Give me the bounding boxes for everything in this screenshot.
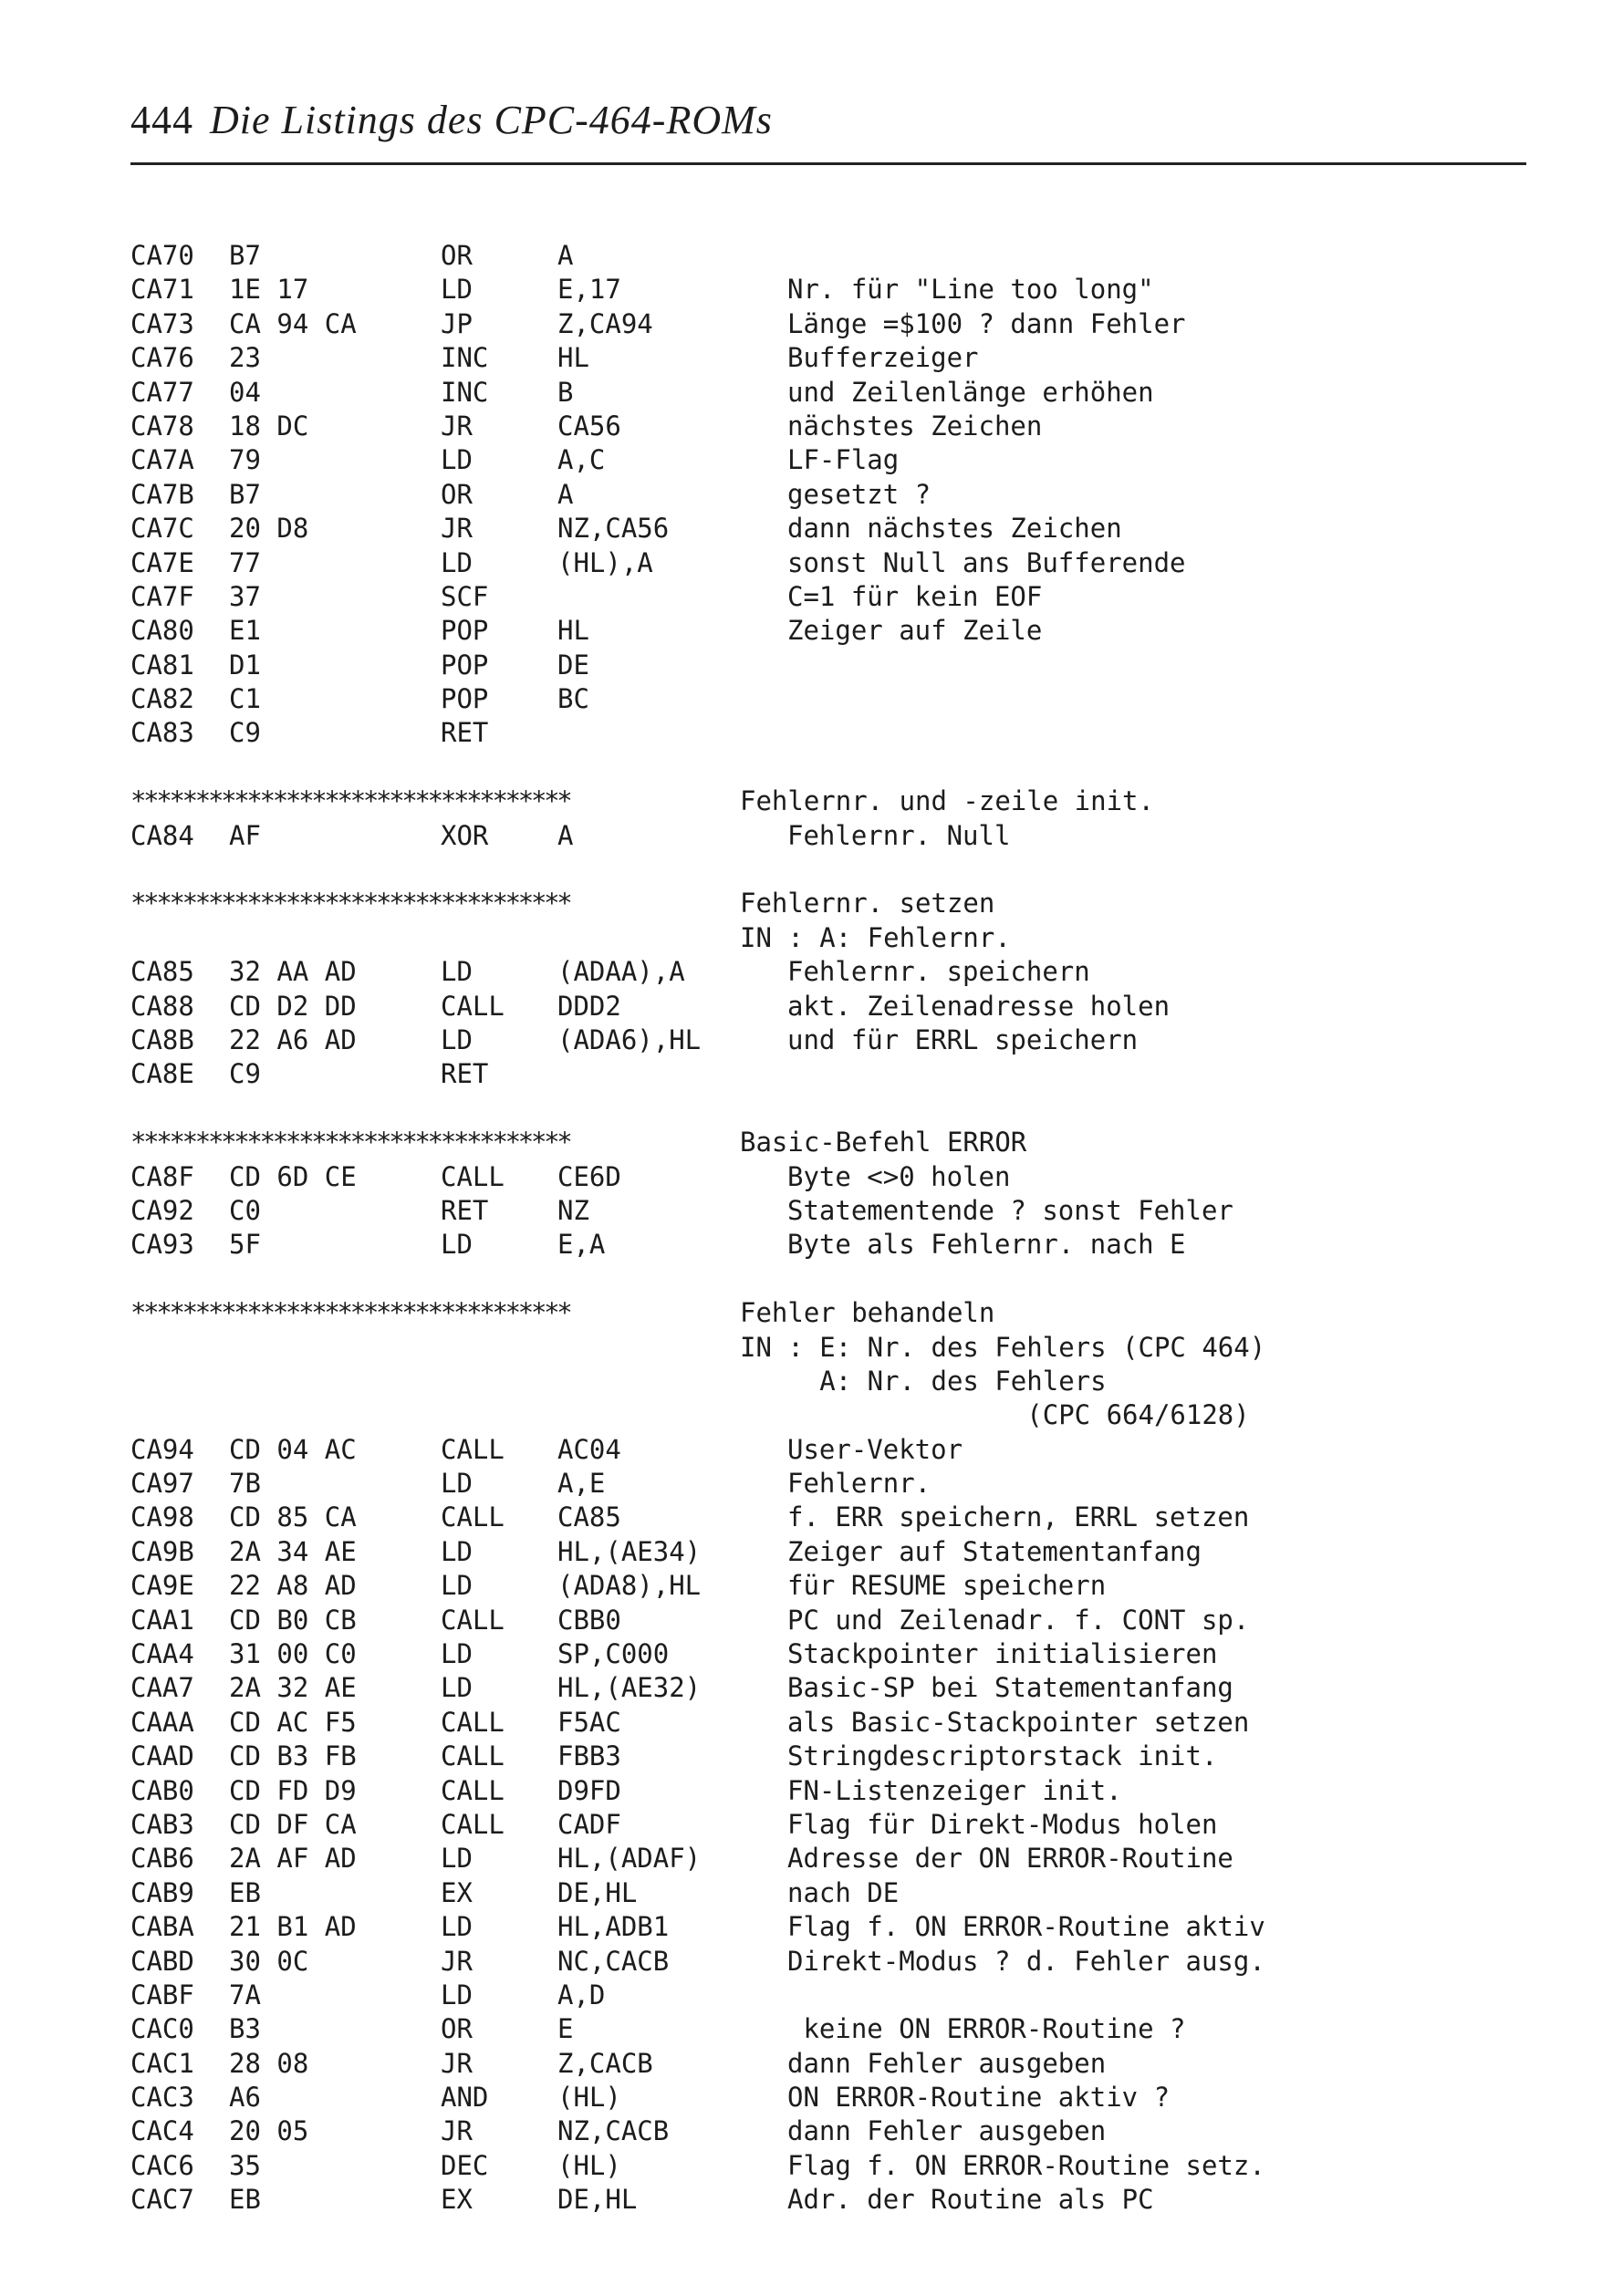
comment: Nr. für "Line too long" (787, 274, 1154, 306)
address: CAC7 (130, 2184, 194, 2216)
mnemonic: RET (441, 717, 489, 749)
opcode-bytes: 22 A8 AD (229, 1570, 357, 1602)
mnemonic: SCF (441, 580, 489, 612)
operand: (ADA8),HL (557, 1570, 702, 1602)
mnemonic: LD (441, 1672, 473, 1704)
section-description: IN : E: Nr. des Fehlers (CPC 464) (740, 1331, 1266, 1363)
opcode-bytes: D1 (229, 649, 261, 680)
opcode-bytes: AF (229, 819, 261, 851)
address: CAA4 (130, 1638, 194, 1670)
comment: keine ON ERROR-Routine ? (787, 2013, 1186, 2045)
address: CAB9 (130, 1876, 194, 1908)
address: CA7C (130, 513, 194, 545)
address: CA94 (130, 1433, 194, 1465)
opcode-bytes: CD DF CA (229, 1808, 357, 1840)
operand: Z,CACB (557, 2047, 653, 2079)
operand: BC (557, 683, 589, 715)
opcode-bytes: 22 A6 AD (229, 1023, 357, 1055)
operand: A,D (557, 1979, 606, 2010)
mnemonic: LD (441, 1911, 473, 1943)
mnemonic: CALL (441, 1160, 505, 1192)
header-rule (130, 162, 1526, 165)
section-description: IN : A: Fehlernr. (740, 921, 1011, 953)
separator-stars: ********************************** (130, 785, 570, 817)
page-header (130, 97, 773, 143)
address: CA73 (130, 307, 194, 339)
operand: CBB0 (557, 1604, 621, 1636)
mnemonic: CALL (441, 1501, 505, 1533)
address: CA82 (130, 683, 194, 715)
comment: Flag f. ON ERROR-Routine aktiv (787, 1911, 1265, 1943)
section-description: Basic-Befehl ERROR (740, 1127, 1027, 1158)
mnemonic: JR (441, 410, 473, 442)
address: CAB3 (130, 1808, 194, 1840)
operand: A,C (557, 444, 606, 476)
comment: Flag für Direkt-Modus holen (787, 1808, 1218, 1840)
opcode-bytes: 7A (229, 1979, 261, 2010)
opcode-bytes: 18 DC (229, 410, 309, 442)
operand: FBB3 (557, 1740, 621, 1772)
operand: AC04 (557, 1433, 621, 1465)
opcode-bytes: B3 (229, 2013, 261, 2045)
mnemonic: OR (441, 240, 473, 271)
operand: HL (557, 615, 589, 647)
address: CAAA (130, 1706, 194, 1738)
address: CA70 (130, 240, 194, 271)
opcode-bytes: 20 05 (229, 2115, 309, 2147)
section-description: Fehlernr. setzen (740, 888, 995, 919)
address: CA9E (130, 1570, 194, 1602)
operand: CADF (557, 1808, 621, 1840)
comment: C=1 für kein EOF (787, 580, 1043, 612)
opcode-bytes: 35 (229, 2149, 261, 2181)
mnemonic: LD (441, 274, 473, 306)
operand: E (557, 2013, 574, 2045)
opcode-bytes: 77 (229, 546, 261, 578)
comment: als Basic-Stackpointer setzen (787, 1706, 1250, 1738)
mnemonic: CALL (441, 1604, 505, 1636)
opcode-bytes: B7 (229, 240, 261, 271)
operand: DDD2 (557, 990, 621, 1022)
address: CABA (130, 1911, 194, 1943)
operand: CE6D (557, 1160, 621, 1192)
comment: gesetzt ? (787, 478, 931, 510)
operand: A (557, 819, 574, 851)
comment: dann Fehler ausgeben (787, 2047, 1107, 2079)
address: CAC0 (130, 2013, 194, 2045)
address: CABD (130, 1945, 194, 1977)
operand: NZ,CA56 (557, 513, 670, 545)
opcode-bytes: 28 08 (229, 2047, 309, 2079)
address: CA83 (130, 717, 194, 749)
mnemonic: POP (441, 615, 489, 647)
section-description: A: Nr. des Fehlers (740, 1365, 1107, 1397)
opcode-bytes: 5F (229, 1229, 261, 1261)
mnemonic: CALL (441, 990, 505, 1022)
operand: DE,HL (557, 1876, 638, 1908)
opcode-bytes: CD D2 DD (229, 990, 357, 1022)
comment: f. ERR speichern, ERRL setzen (787, 1501, 1250, 1533)
operand: (HL),A (557, 546, 653, 578)
mnemonic: JR (441, 2115, 473, 2147)
operand: B (557, 376, 574, 408)
opcode-bytes: EB (229, 1876, 261, 1908)
opcode-bytes: C9 (229, 1058, 261, 1090)
operand: HL (557, 342, 589, 374)
opcode-bytes: 1E 17 (229, 274, 309, 306)
comment: nächstes Zeichen (787, 410, 1043, 442)
mnemonic: CALL (441, 1433, 505, 1465)
address: CAC4 (130, 2115, 194, 2147)
mnemonic: LD (441, 1468, 473, 1500)
mnemonic: RET (441, 1058, 489, 1090)
separator-stars: ********************************** (130, 1127, 570, 1158)
address: CA7B (130, 478, 194, 510)
address: CA97 (130, 1468, 194, 1500)
opcode-bytes: CD AC F5 (229, 1706, 357, 1738)
address: CA85 (130, 956, 194, 988)
mnemonic: OR (441, 2013, 473, 2045)
address: CAB0 (130, 1774, 194, 1806)
opcode-bytes: 37 (229, 580, 261, 612)
operand: CA56 (557, 410, 621, 442)
comment: dann Fehler ausgeben (787, 2115, 1107, 2147)
address: CAC1 (130, 2047, 194, 2079)
operand: HL,(AE34) (557, 1535, 702, 1567)
address: CA8F (130, 1160, 194, 1192)
comment: Bufferzeiger (787, 342, 979, 374)
operand: E,17 (557, 274, 621, 306)
address: CA78 (130, 410, 194, 442)
opcode-bytes: 32 AA AD (229, 956, 357, 988)
opcode-bytes: CD FD D9 (229, 1774, 357, 1806)
page-number: 444 (130, 98, 193, 142)
address: CA80 (130, 615, 194, 647)
separator-stars: ********************************** (130, 888, 570, 919)
mnemonic: JR (441, 513, 473, 545)
mnemonic: POP (441, 683, 489, 715)
comment: ON ERROR-Routine aktiv ? (787, 2082, 1171, 2114)
opcode-bytes: 21 B1 AD (229, 1911, 357, 1943)
opcode-bytes: 7B (229, 1468, 261, 1500)
mnemonic: LD (441, 1570, 473, 1602)
address: CA7F (130, 580, 194, 612)
comment: Byte als Fehlernr. nach E (787, 1229, 1186, 1261)
address: CAA7 (130, 1672, 194, 1704)
section-description: (CPC 664/6128) (740, 1399, 1250, 1431)
opcode-bytes: 30 0C (229, 1945, 309, 1977)
operand: A,E (557, 1468, 606, 1500)
mnemonic: CALL (441, 1740, 505, 1772)
comment: Stringdescriptorstack init. (787, 1740, 1218, 1772)
address: CA88 (130, 990, 194, 1022)
address: CAC3 (130, 2082, 194, 2114)
mnemonic: AND (441, 2082, 489, 2114)
comment: Fehlernr. Null (787, 819, 1011, 851)
comment: Zeiger auf Statementanfang (787, 1535, 1202, 1567)
mnemonic: INC (441, 342, 489, 374)
comment: Direkt-Modus ? d. Fehler ausg. (787, 1945, 1265, 1977)
mnemonic: INC (441, 376, 489, 408)
address: CA8B (130, 1023, 194, 1055)
opcode-bytes: CD 04 AC (229, 1433, 357, 1465)
mnemonic: DEC (441, 2149, 489, 2181)
operand: NZ,CACB (557, 2115, 670, 2147)
address: CAAD (130, 1740, 194, 1772)
operand: A (557, 478, 574, 510)
address: CA8E (130, 1058, 194, 1090)
mnemonic: JR (441, 2047, 473, 2079)
comment: für RESUME speichern (787, 1570, 1107, 1602)
comment: Zeiger auf Zeile (787, 615, 1043, 647)
opcode-bytes: CD B3 FB (229, 1740, 357, 1772)
comment: akt. Zeilenadresse holen (787, 990, 1171, 1022)
comment: Stackpointer initialisieren (787, 1638, 1218, 1670)
address: CA98 (130, 1501, 194, 1533)
opcode-bytes: CD 6D CE (229, 1160, 357, 1192)
operand: NC,CACB (557, 1945, 670, 1977)
comment: dann nächstes Zeichen (787, 513, 1122, 545)
opcode-bytes: C9 (229, 717, 261, 749)
operand: (ADAA),A (557, 956, 685, 988)
mnemonic: LD (441, 546, 473, 578)
comment: LF-Flag (787, 444, 900, 476)
comment: Adresse der ON ERROR-Routine (787, 1843, 1233, 1875)
mnemonic: LD (441, 956, 473, 988)
address: CAC6 (130, 2149, 194, 2181)
mnemonic: LD (441, 1843, 473, 1875)
operand: HL,(ADAF) (557, 1843, 702, 1875)
address: CA93 (130, 1229, 194, 1261)
opcode-bytes: CD B0 CB (229, 1604, 357, 1636)
mnemonic: EX (441, 1876, 473, 1908)
mnemonic: CALL (441, 1774, 505, 1806)
address: CA71 (130, 274, 194, 306)
operand: CA85 (557, 1501, 621, 1533)
mnemonic: XOR (441, 819, 489, 851)
comment: Statementende ? sonst Fehler (787, 1194, 1233, 1226)
address: CA7A (130, 444, 194, 476)
mnemonic: RET (441, 1194, 489, 1226)
mnemonic: LD (441, 1979, 473, 2010)
comment: User-Vektor (787, 1433, 963, 1465)
opcode-bytes: 20 D8 (229, 513, 309, 545)
opcode-bytes: EB (229, 2184, 261, 2216)
opcode-bytes: 23 (229, 342, 261, 374)
section-description: Fehler behandeln (740, 1297, 995, 1329)
opcode-bytes: 31 00 C0 (229, 1638, 357, 1670)
mnemonic: JR (441, 1945, 473, 1977)
operand: HL,(AE32) (557, 1672, 702, 1704)
comment: Länge =$100 ? dann Fehler (787, 307, 1186, 339)
address: CA76 (130, 342, 194, 374)
address: CAB6 (130, 1843, 194, 1875)
comment: und Zeilenlänge erhöhen (787, 376, 1154, 408)
mnemonic: LD (441, 1023, 473, 1055)
comment: FN-Listenzeiger init. (787, 1774, 1122, 1806)
opcode-bytes: C1 (229, 683, 261, 715)
opcode-bytes: 04 (229, 376, 261, 408)
section-description: Fehlernr. und -zeile init. (740, 785, 1154, 817)
address: CA84 (130, 819, 194, 851)
address: CA92 (130, 1194, 194, 1226)
opcode-bytes: C0 (229, 1194, 261, 1226)
address: CA7E (130, 546, 194, 578)
comment: Fehlernr. speichern (787, 956, 1090, 988)
address: CA77 (130, 376, 194, 408)
opcode-bytes: CA 94 CA (229, 307, 357, 339)
operand: D9FD (557, 1774, 621, 1806)
mnemonic: LD (441, 1229, 473, 1261)
opcode-bytes: 2A 32 AE (229, 1672, 357, 1704)
comment: sonst Null ans Bufferende (787, 546, 1186, 578)
operand: DE,HL (557, 2184, 638, 2216)
mnemonic: OR (441, 478, 473, 510)
operand: E,A (557, 1229, 606, 1261)
comment: Flag f. ON ERROR-Routine setz. (787, 2149, 1265, 2181)
mnemonic: POP (441, 649, 489, 680)
comment: PC und Zeilenadr. f. CONT sp. (787, 1604, 1250, 1636)
operand: A (557, 240, 574, 271)
comment: und für ERRL speichern (787, 1023, 1139, 1055)
comment: Adr. der Routine als PC (787, 2184, 1154, 2216)
comment: nach DE (787, 1876, 900, 1908)
opcode-bytes: 79 (229, 444, 261, 476)
operand: (HL) (557, 2082, 621, 2114)
opcode-bytes: E1 (229, 615, 261, 647)
operand: F5AC (557, 1706, 621, 1738)
separator-stars: ********************************** (130, 1297, 570, 1329)
comment: Byte <>0 holen (787, 1160, 1011, 1192)
opcode-bytes: B7 (229, 478, 261, 510)
operand: (ADA6),HL (557, 1023, 702, 1055)
operand: HL,ADB1 (557, 1911, 670, 1943)
mnemonic: LD (441, 444, 473, 476)
operand: DE (557, 649, 589, 680)
opcode-bytes: 2A 34 AE (229, 1535, 357, 1567)
opcode-bytes: CD 85 CA (229, 1501, 357, 1533)
operand: SP,C000 (557, 1638, 670, 1670)
mnemonic: CALL (441, 1808, 505, 1840)
address: CAA1 (130, 1604, 194, 1636)
opcode-bytes: 2A AF AD (229, 1843, 357, 1875)
address: CABF (130, 1979, 194, 2010)
address: CA81 (130, 649, 194, 680)
mnemonic: EX (441, 2184, 473, 2216)
mnemonic: LD (441, 1535, 473, 1567)
comment: Basic-SP bei Statementanfang (787, 1672, 1233, 1704)
operand: (HL) (557, 2149, 621, 2181)
operand: Z,CA94 (557, 307, 653, 339)
running-title: Die Listings des CPC-464-ROMs (210, 98, 773, 142)
comment: Fehlernr. (787, 1468, 931, 1500)
mnemonic: JP (441, 307, 473, 339)
mnemonic: CALL (441, 1706, 505, 1738)
operand: NZ (557, 1194, 589, 1226)
address: CA9B (130, 1535, 194, 1567)
opcode-bytes: A6 (229, 2082, 261, 2114)
mnemonic: LD (441, 1638, 473, 1670)
